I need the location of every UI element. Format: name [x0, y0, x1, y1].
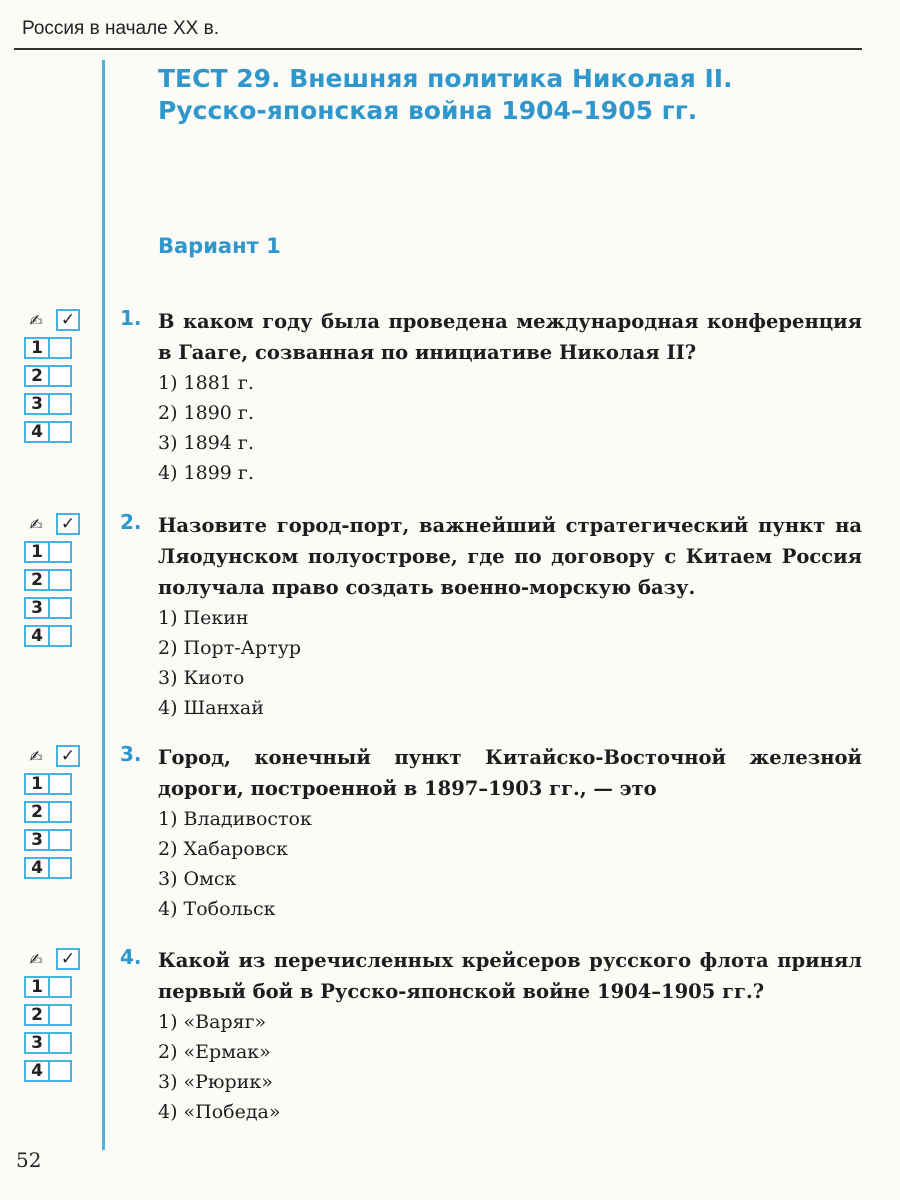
page-number: 52: [16, 1148, 42, 1172]
question-number: 3.: [120, 742, 142, 766]
answer-box[interactable]: [48, 393, 72, 415]
answer-label: 1: [24, 337, 48, 359]
options-list: [158, 603, 301, 723]
option-2: 2) 1890 г.: [158, 402, 254, 424]
answer-row-1[interactable]: [24, 770, 94, 798]
answer-label: 3: [24, 597, 48, 619]
question-text: Назовите город-порт, важнейший стратегический пункт на Ляодунском полуострове, где по договору с Китаем Россия получала право создать военно-морскую базу.: [158, 514, 862, 599]
answer-row-2[interactable]: [24, 1001, 94, 1029]
answer-label: 3: [24, 1032, 48, 1054]
option-4: 4) «Победа»: [158, 1101, 281, 1123]
answer-row-4[interactable]: [24, 418, 94, 446]
option-3: 3) 1894 г.: [158, 432, 254, 454]
answer-row-2[interactable]: [24, 798, 94, 826]
answer-box[interactable]: [48, 337, 72, 359]
answer-label: 1: [24, 541, 48, 563]
answer-label: 2: [24, 801, 48, 823]
option-3: 3) Киото: [158, 667, 245, 689]
pencil-icon: ✍: [29, 514, 43, 534]
answer-box[interactable]: [48, 976, 72, 998]
question-number: 2.: [120, 510, 142, 534]
option-1: 1) 1881 г.: [158, 372, 254, 394]
option-4: 4) Тобольск: [158, 898, 276, 920]
options-list: [158, 804, 312, 924]
header-divider: [14, 48, 862, 50]
option-2: 2) Порт-Артур: [158, 637, 302, 659]
running-head: Россия в начале XX в.: [22, 18, 219, 39]
answer-label: 2: [24, 1004, 48, 1026]
title-line-1: ТЕСТ 29. Внешняя политика Николая II.: [158, 64, 733, 93]
answer-box[interactable]: [48, 857, 72, 879]
answer-row-1[interactable]: [24, 538, 94, 566]
answer-grid: [24, 510, 94, 650]
question-text: Какой из перечисленных крейсеров русского флота принял первый бой в Русско-японской войне 1904–1905 гг.?: [158, 949, 862, 1003]
answer-label: 2: [24, 569, 48, 591]
option-2: 2) «Ермак»: [158, 1041, 271, 1063]
question-number: 1.: [120, 306, 142, 330]
answer-box[interactable]: [48, 421, 72, 443]
answer-grid: [24, 945, 94, 1085]
question-number: 4.: [120, 945, 142, 969]
option-1: 1) Пекин: [158, 607, 249, 629]
answer-grid-header: [24, 306, 94, 334]
pencil-icon: ✍: [29, 949, 43, 969]
pencil-icon: ✍: [29, 746, 43, 766]
answer-label: 4: [24, 625, 48, 647]
check-icon: ✓: [56, 948, 80, 970]
option-1: 1) Владивосток: [158, 808, 312, 830]
answer-grid: [24, 306, 94, 446]
answer-label: 2: [24, 365, 48, 387]
answer-row-4[interactable]: [24, 854, 94, 882]
question-text: Город, конечный пункт Китайско-Восточной железной дороги, построенной в 1897–1903 гг., — это: [158, 746, 862, 800]
check-icon: ✓: [56, 309, 80, 331]
answer-row-4[interactable]: [24, 622, 94, 650]
check-icon: ✓: [56, 513, 80, 535]
answer-row-3[interactable]: [24, 594, 94, 622]
answer-label: 4: [24, 1060, 48, 1082]
answer-box[interactable]: [48, 569, 72, 591]
answer-label: 3: [24, 393, 48, 415]
answer-row-3[interactable]: [24, 826, 94, 854]
answer-box[interactable]: [48, 801, 72, 823]
question-text: В каком году была проведена международная конференция в Гааге, созванная по инициативе Николая II?: [158, 310, 862, 364]
option-4: 4) 1899 г.: [158, 462, 254, 484]
answer-row-1[interactable]: [24, 973, 94, 1001]
answer-box[interactable]: [48, 1004, 72, 1026]
answer-grid-header: [24, 510, 94, 538]
pencil-icon: ✍: [29, 310, 43, 330]
answer-row-1[interactable]: [24, 334, 94, 362]
option-3: 3) «Рюрик»: [158, 1071, 273, 1093]
answer-row-3[interactable]: [24, 390, 94, 418]
answer-grid-header: [24, 742, 94, 770]
answer-grid: [24, 742, 94, 882]
title-line-2: Русско-японская война 1904–1905 гг.: [158, 96, 698, 125]
margin-rule: [102, 60, 105, 1150]
answer-row-2[interactable]: [24, 362, 94, 390]
answer-box[interactable]: [48, 1060, 72, 1082]
answer-box[interactable]: [48, 365, 72, 387]
answer-box[interactable]: [48, 773, 72, 795]
variant-heading: Вариант 1: [158, 234, 281, 258]
answer-label: 3: [24, 829, 48, 851]
answer-label: 1: [24, 773, 48, 795]
answer-box[interactable]: [48, 541, 72, 563]
answer-row-3[interactable]: [24, 1029, 94, 1057]
answer-row-2[interactable]: [24, 566, 94, 594]
answer-grid-header: [24, 945, 94, 973]
option-4: 4) Шанхай: [158, 697, 264, 719]
answer-box[interactable]: [48, 829, 72, 851]
option-1: 1) «Варяг»: [158, 1011, 267, 1033]
answer-box[interactable]: [48, 625, 72, 647]
options-list: [158, 1007, 281, 1127]
answer-label: 4: [24, 421, 48, 443]
options-list: [158, 368, 254, 488]
answer-box[interactable]: [48, 1032, 72, 1054]
check-icon: ✓: [56, 745, 80, 767]
option-3: 3) Омск: [158, 868, 237, 890]
answer-label: 1: [24, 976, 48, 998]
test-title: [158, 63, 733, 127]
option-2: 2) Хабаровск: [158, 838, 288, 860]
answer-row-4[interactable]: [24, 1057, 94, 1085]
answer-label: 4: [24, 857, 48, 879]
answer-box[interactable]: [48, 597, 72, 619]
